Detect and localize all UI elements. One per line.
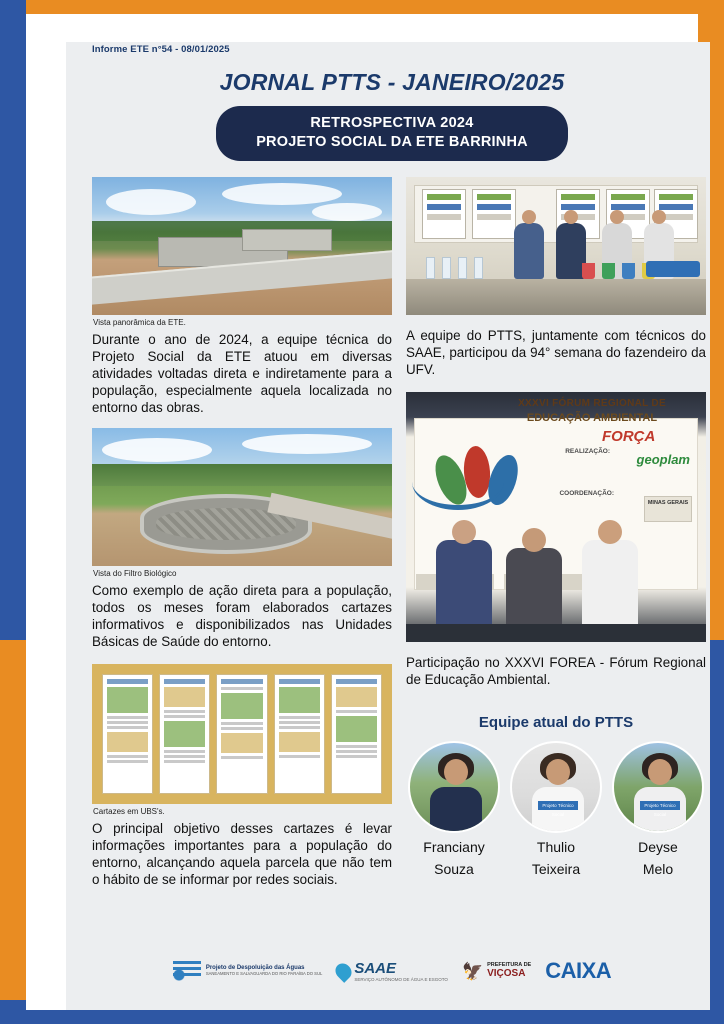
forum-banner-line-2: EDUCAÇÃO AMBIENTAL — [526, 412, 658, 425]
water-wave-icon — [173, 961, 201, 981]
subtitle-line-2: PROJETO SOCIAL DA ETE BARRINHA — [256, 134, 528, 150]
avatar — [510, 741, 602, 833]
right-column — [406, 177, 706, 888]
left-column — [92, 177, 392, 888]
forum-realizacao-logo: geoplam — [636, 452, 690, 468]
photo-filtro-biologico — [92, 428, 392, 566]
logo-saae — [336, 960, 448, 982]
logo-aguas-name: Projeto de Despoluição das Águas — [205, 965, 305, 972]
subtitle-banner — [216, 106, 568, 161]
avatar — [612, 741, 704, 833]
paragraph-2-left: Como exemplo de ação direta para a população, todos os meses foram elaborados cartazes informativos e disponibilizados nas Unidades Básicas de Saúde do entorno. — [92, 583, 392, 650]
member-first-name: Thulio — [536, 839, 576, 856]
forum-realizacao-label: REALIZAÇÃO: — [565, 448, 610, 456]
member-first-name: Deyse — [638, 839, 678, 856]
subtitle-line-1: RETROSPECTIVA 2024 — [310, 115, 474, 131]
member-last-name: Melo — [642, 861, 674, 878]
page-inner — [26, 14, 706, 1010]
paragraph-3-left: O principal objetivo desses cartazes é levar informações importantes para a população do entorno, alcançando aquela parcela que não tem o hábito de se informar por redes sociais. — [92, 821, 392, 888]
logo-prefeitura-vicosa — [462, 962, 531, 981]
water-drop-icon — [333, 960, 356, 983]
logo-saae-name: SAAE — [354, 960, 397, 977]
caption-photo-ete: Vista panorâmica da ETE. — [93, 318, 186, 327]
photo-forea-forum — [406, 392, 706, 642]
caption-photo-cartazes: Cartazes em UBS's. — [93, 807, 165, 817]
footer-logos — [92, 958, 692, 984]
paragraph-1-right: A equipe do PTTS, juntamente com técnicos do SAAE, participou da 94° semana do fazendeiro da UFV. — [406, 328, 706, 378]
logo-aguas-sub: SANEAMENTO E SALVAGUARDA DO RIO PARAÍBA DO SUL — [205, 971, 323, 977]
forum-partner-logo: MINAS GERAIS — [644, 496, 692, 522]
team-member — [510, 741, 602, 877]
forum-banner-brand: FORÇA — [602, 428, 656, 446]
logo-projeto-aguas — [173, 961, 323, 981]
team-member — [612, 741, 704, 877]
report-kicker: Informe ETE n°54 - 08/01/2025 — [92, 44, 230, 55]
logo-caixa: CAIXA — [545, 958, 612, 983]
paragraph-2-right: Participação no XXXVI FOREA - Fórum Regional de Educação Ambiental. — [406, 655, 706, 688]
avatar — [408, 741, 500, 833]
badge-text: Projeto Técnico Social — [538, 801, 578, 810]
team-section-title: Equipe atual do PTTS — [478, 714, 634, 732]
logo-vicosa-sub: PREFEITURA DE — [487, 961, 532, 968]
caption-photo-filtro: Vista do Filtro Biológico — [93, 569, 177, 579]
two-column-layout — [92, 177, 706, 888]
badge-text: Projeto Técnico Social — [640, 801, 680, 810]
forum-banner-line-1: XXXVI FÓRUM REGIONAL DE — [518, 398, 666, 410]
left-orange-bar — [0, 640, 26, 1024]
content-area — [92, 44, 706, 888]
member-first-name: Franciany — [423, 839, 485, 856]
photo-cartazes-ubs — [92, 664, 392, 804]
team-member — [408, 741, 500, 877]
photo-semana-fazendeiro — [406, 177, 706, 315]
team-members-list — [406, 741, 706, 877]
member-last-name: Souza — [434, 861, 474, 878]
page-title: JORNAL PTTS - JANEIRO/2025 — [219, 69, 565, 95]
logo-vicosa-name: VIÇOSA — [487, 968, 526, 980]
photo-ete-panoramic — [92, 177, 392, 315]
member-last-name: Teixeira — [531, 861, 581, 878]
logo-saae-sub: SERVIÇO AUTÔNOMO DE ÁGUA E ESGOTO — [354, 977, 448, 982]
paragraph-1-left: Durante o ano de 2024, a equipe técnica do Projeto Social da ETE atuou em diversas atividades voltadas direta e indiretamente para a população, especialmente aquela localizada no entorno das obras. — [92, 332, 392, 416]
crest-icon: 🦅 — [461, 961, 484, 981]
left-blue-bar — [0, 0, 26, 640]
forum-coordenacao-label: COORDENAÇÃO: — [559, 490, 614, 498]
